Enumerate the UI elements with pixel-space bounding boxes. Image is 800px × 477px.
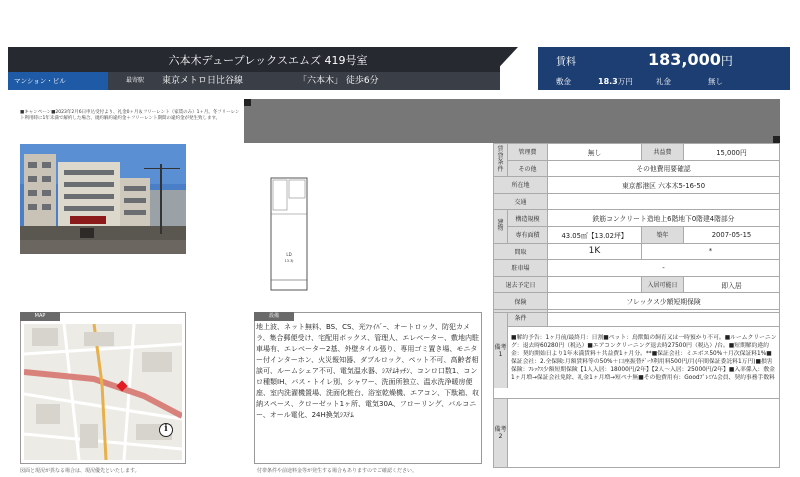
key-money-value: 無し [708, 77, 723, 86]
structure-value: 鉄筋コンクリート造地上6階地下0階建4階部分 [548, 210, 780, 227]
deposit-unit: 万円 [617, 77, 633, 86]
station-name: 東京メトロ日比谷線 [162, 76, 244, 86]
equipment-tab: 設備 [254, 312, 294, 321]
banner-corner [773, 136, 780, 143]
rent-value [648, 50, 733, 69]
map-tab: MAP [20, 312, 60, 321]
station-label: 最寄駅 [126, 77, 145, 84]
transport-label: 交通 [494, 193, 548, 210]
property-type: マンション・ビル [8, 72, 108, 90]
other-fee-value: その他費用要確認 [548, 160, 780, 177]
insurance-value: フレックス少額短期保険 [548, 293, 780, 310]
layout-value: 1K [548, 243, 642, 260]
deposit-label: 敷金 [556, 77, 571, 86]
rent-bar [538, 47, 790, 73]
mgmt-fee-label: 管理費 [508, 144, 548, 161]
movein-value: 即入居 [684, 276, 780, 293]
mgmt-fee-value: 無し [548, 144, 642, 161]
deposit-value [598, 73, 633, 90]
rent-label: 賃料 [556, 57, 576, 68]
banner-corner [244, 99, 251, 106]
movein-label: 入居可能日 [642, 276, 684, 293]
footer-note-left: 図面と現況が異なる場合は、現況優先といたします。 [20, 468, 140, 474]
fee-section-label: 賃貸条件 [494, 144, 508, 177]
building-section-label: 建物 [494, 210, 508, 243]
location-map[interactable] [24, 324, 182, 460]
key-money-label: 礼金 [656, 77, 671, 86]
common-fee-value: 15,000円 [684, 144, 780, 161]
equipment-list: 地上波、ネット無料、BS、CS、光ﾌｧｲﾊﾞｰ、オートロック、防犯カメラ、集合郵便受け、宅配用ボックス、管理人、エレベーター、敷地内駐車場有、エレベーター2基、外壁タイル張り、専用ゴミ置き場、モニター付インターホン、火災報知器、ダブルロック、ペット不可、高齢者相談可、ルームシェア不可、電気温水器、ｼｽﾃﾑｷｯﾁﾝ、コンロ口数1、コンロ種類IH、バス・トイレ別、シャワー、洗面所独立、温水洗浄暖房便座、室内洗濯機置場、洗面化粧台、浴室乾燥機、エアコン、下駄箱、収納スペース、クローゼット1ヶ所、電気30A、フローリング、バルコニー、オール電化、24H換気ｼｽﾃﾑ [256, 323, 480, 419]
svg-text:LD: LD [286, 252, 292, 257]
conditions-label: 条件 [494, 309, 548, 326]
remarks2-label: 備考2 [494, 399, 508, 467]
floor-plan [265, 170, 315, 300]
svg-text:13.3J: 13.3J [284, 259, 294, 263]
property-title: 六本木デュープレックスエムズ 419号室 [168, 54, 368, 67]
parking-value: - [548, 260, 780, 277]
transport-value [548, 193, 780, 210]
building-photo [20, 144, 186, 254]
listing-header [8, 47, 790, 90]
deposit-amount: 18.3 [598, 77, 618, 86]
common-fee-label: 共益費 [642, 144, 684, 161]
remarks1-text: ■解約予告：1ヶ月前/最終月：日割■ペット：鳥獣類の飼育又は一時預かり不可。■ルームクリーニング：退去時60280円（税込）■エアコンクリーニング退去時27500円（税込）/台。■短期解約違約金：契約開始日より1年未満賃料＋共益費1ヶ月分。**■保証会社：ミエボス50%＋月次保証料1%■保証会社：2.全保険:月額賃料等の50%＋口座振替ﾃﾞｰﾀ利用料500円/月(年間保証委託料1万円)■損害保険：ﾌﾚｯｸｽ少額短期保険【1人入居：18000円/2年】【2人～入居：25000円/2年】■入率係入：敷金1ヶ月増→保証会社免除、礼金1ヶ月増→短ペナ無■その他費用有：Goodﾌﾟﾚﾐｱﾑ会員、契約事務手数料 [511, 335, 777, 381]
built-label: 築年 [642, 226, 684, 243]
remarks-panel [493, 312, 780, 468]
map-image [24, 324, 182, 460]
parking-label: 駐車場 [494, 260, 548, 277]
walk-time: 「六本木」 徒歩6分 [298, 76, 379, 86]
address-value: 東京都港区 六本木5-16-50 [548, 177, 780, 194]
insurance-label: 保険 [494, 293, 548, 310]
campaign-notice: ■キャンペーン■2023年2月6日申込受付より、礼金0ヶ月＆フリーレント（家賃のみ）1ヶ月。冬フリーレント利用時に1年未満で解約した場合、規約解約違約金＋フリーレント期間の違約金が発生致します。 [20, 110, 240, 121]
address-label: 所在地 [494, 177, 548, 194]
building-photo-image [20, 144, 186, 254]
other-fee-label: その他 [508, 160, 548, 177]
structure-label: 構造規模 [508, 210, 548, 227]
area-value: 43.05㎡【13.02坪】 [548, 226, 642, 243]
area-label: 専有面積 [508, 226, 548, 243]
remarks1-label: 備考1 [494, 313, 508, 388]
built-value: 2007-05-15 [684, 226, 780, 243]
map-info-icon[interactable]: i [159, 423, 173, 437]
remarks-divider [494, 398, 779, 399]
layout-label: 間取 [494, 243, 548, 260]
section-banner [244, 99, 780, 143]
layout-extra: * [642, 243, 780, 260]
vacate-label: 退去予定日 [494, 276, 548, 293]
deposit-bar [538, 73, 790, 90]
header-subbar [8, 72, 500, 90]
footer-note-mid: 付帯条件や前途料金等が発生する場合もありますのでご確認ください。 [257, 468, 418, 474]
rent-unit: 円 [720, 54, 733, 68]
rent-amount: 183,000 [648, 50, 721, 69]
vacate-value [548, 276, 642, 293]
property-info-table [493, 143, 780, 327]
floor-plan-drawing [265, 170, 315, 300]
